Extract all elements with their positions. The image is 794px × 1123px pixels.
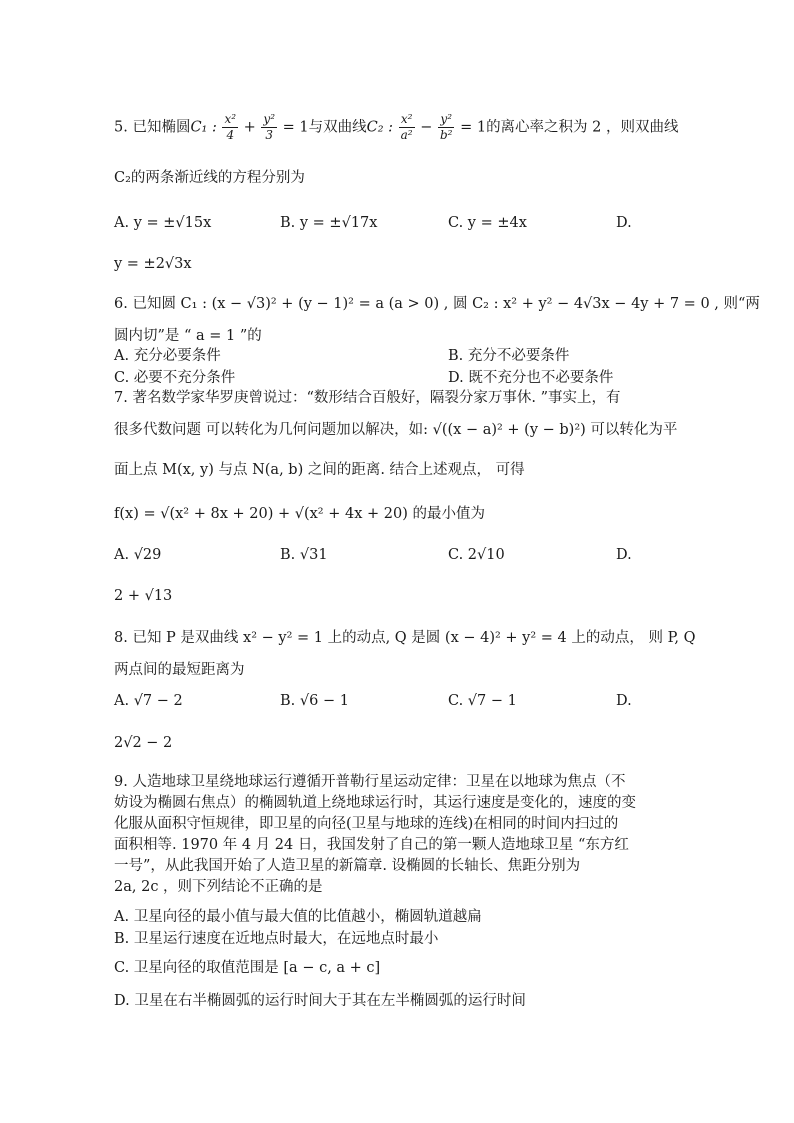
q7-line2: 很多代数问题 可以转化为几何问题加以解决，如: √((x − a)² + (y − b)²) 可以转化为平 [114,422,678,438]
q7-line1: 7. 著名数学家华罗庚曾说过：“数形结合百般好，隔裂分家万事休. ”事实上，有 [114,390,621,406]
q5-option-a[interactable]: A. y = ±√15x [114,215,212,231]
q9-option-c[interactable]: C. 卫星向径的取值范围是 [a − c, a + c] [114,960,381,976]
q5-option-d-value: y = ±2√3x [114,256,192,272]
q9-line4: 面积相等. 1970 年 4 月 24 日，我国发射了自己的第一颗人造地球卫星 “东方红 [114,837,629,853]
q5-line2: C₂的两条渐近线的方程分别为 [114,170,305,186]
q6-option-c[interactable]: C. 必要不充分条件 [114,370,236,386]
q5-frac3: $\frac{\text{x²}}{\text{a²}}$ [400,112,413,142]
q5-text-c: 的离心率之积为 2 ，则双曲线 [486,119,679,136]
q7-option-d[interactable]: D. [616,547,632,563]
q8-line1: 8. 已知 P 是双曲线 x² − y² = 1 上的动点, Q 是圆 (x − 4)² + y² = 4 上的动点， 则 P, Q [114,630,696,646]
q5-frac4: $\frac{\text{y²}}{\text{b²}}$ [439,112,453,142]
q5-frac2: $\frac{\text{y²}}{3}$ [263,112,276,142]
q5-c2-label: C₂ : [366,119,398,136]
q5-text-a: 5. 已知椭圆 [114,119,191,136]
q6-option-b[interactable]: B. 充分不必要条件 [448,348,570,364]
q5-option-d[interactable]: D. [616,215,632,231]
q9-option-d[interactable]: D. 卫星在右半椭圆弧的运行时间大于其在左半椭圆弧的运行时间 [114,993,526,1009]
q8-option-a[interactable]: A. √7 − 2 [114,693,183,709]
q9-option-b[interactable]: B. 卫星运行速度在近地点时最大，在远地点时最小 [114,931,439,947]
q5-line1: 5. 已知椭圆C₁ : $\frac{\text{x²}}{4}$ + $\frac{\text{y²}}{3}$ = 1与双曲线C₂ : $\frac{\text{x²}}{\text{a²}}$ − $\frac{\text{y²}}{\text{b²}}$ = 1的离心率之积为 2 ，则双曲线 [114,112,679,142]
q6-option-a[interactable]: A. 充分必要条件 [114,348,221,364]
q9-line6: 2a, 2c ，则下列结论不正确的是 [114,879,323,895]
q6-line1: 6. 已知圆 C₁ : (x − √3)² + (y − 1)² = a (a > 0) , 圆 C₂ : x² + y² − 4√3x − 4y + 7 = 0 , 则“两 [114,296,760,312]
q8-option-d-value: 2√2 − 2 [114,735,173,751]
q8-option-b[interactable]: B. √6 − 1 [280,693,349,709]
q5-option-c[interactable]: C. y = ±4x [448,215,527,231]
q9-line2: 妨设为椭圆右焦点）的椭圆轨道上绕地球运行时，其运行速度是变化的，速度的变 [114,795,636,811]
q7-option-c[interactable]: C. 2√10 [448,547,505,563]
q7-option-d-value: 2 + √13 [114,588,173,604]
q8-line2: 两点间的最短距离为 [114,662,245,678]
q9-line3: 化服从面积守恒规律，即卫星的向径(卫星与地球的连线)在相同的时间内扫过的 [114,816,619,832]
q9-line1: 9. 人造地球卫星绕地球运行遵循开普勒行星运动定律：卫星在以地球为焦点（不 [114,774,626,790]
q8-option-d[interactable]: D. [616,693,632,709]
q9-option-a[interactable]: A. 卫星向径的最小值与最大值的比值越小，椭圆轨道越扁 [114,909,482,925]
q9-line5: 一号”，从此我国开始了人造卫星的新篇章. 设椭圆的长轴长、焦距分别为 [114,858,581,874]
q5-option-b[interactable]: B. y = ±√17x [280,215,378,231]
q7-option-a[interactable]: A. √29 [114,547,162,563]
q5-text-b: 与双曲线 [308,119,367,136]
q5-c1-label: C₁ : [190,119,222,136]
q8-option-c[interactable]: C. √7 − 1 [448,693,517,709]
q6-line2: 圆内切”是 “ a = 1 ”的 [114,328,262,344]
q7-option-b[interactable]: B. √31 [280,547,328,563]
q7-line4: f(x) = √(x² + 8x + 20) + √(x² + 4x + 20) 的最小值为 [114,506,485,522]
q7-line3: 面上点 M(x, y) 与点 N(a, b) 之间的距离. 结合上述观点， 可得 [114,462,525,478]
q6-option-d[interactable]: D. 既不充分也不必要条件 [448,370,614,386]
q5-frac1: $\frac{\text{x²}}{4}$ [224,112,237,142]
